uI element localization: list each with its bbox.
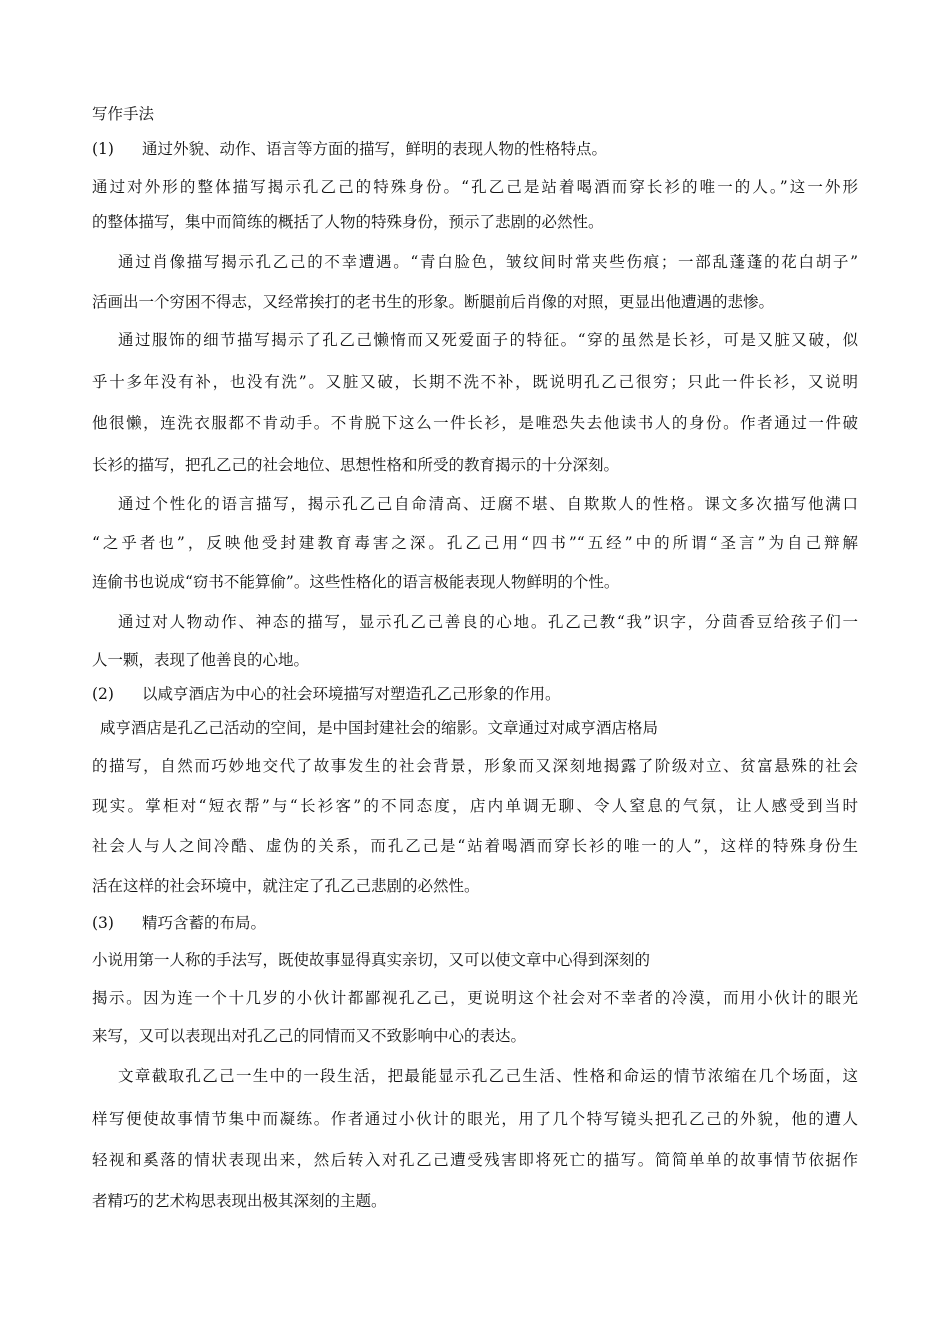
paragraph-line: 连偷书也说成“窃书不能算偷”。这些性格化的语言极能表现人物鲜明的个性。 xyxy=(92,573,620,591)
paragraph-line: “之乎者也”，反映他受封建教育毒害之深。孔乙己用“四书”“五经”中的所谓“圣言”为自己辩解 xyxy=(92,534,858,552)
paragraph-line: 文章截取孔乙己一生中的一段生活，把最能显示孔乙己生活、性格和命运的情节浓缩在几个场面，这 xyxy=(118,1067,858,1085)
paragraph-line: 小说用第一人称的手法写，既使故事显得真实亲切，又可以使文章中心得到深刻的 xyxy=(92,951,651,969)
paragraph-line: 的整体描写，集中而简练的概括了人物的特殊身份，预示了悲剧的必然性。 xyxy=(92,213,604,231)
paragraph-line: 社会人与人之间冷酷、虚伪的关系，而孔乙己是“站着喝酒而穿长衫的唯一的人”，这样的特殊身份生 xyxy=(92,837,858,855)
paragraph-line: 样写便使故事情节集中而凝练。作者通过小伙计的眼光，用了几个特写镜头把孔乙己的外貌，他的遭人 xyxy=(92,1110,858,1128)
paragraph-line: 揭示。因为连一个十几岁的小伙计都鄙视孔乙己，更说明这个社会对不幸者的冷漠，而用小伙计的眼光 xyxy=(92,989,858,1007)
section-1-number: (1) xyxy=(92,140,114,158)
section-1-heading-text: 通过外貌、动作、语言等方面的描写，鲜明的表现人物的性格特点。 xyxy=(142,140,608,158)
document-title: 写作手法 xyxy=(92,105,155,123)
paragraph-line: 来写，又可以表现出对孔乙己的同情而又不致影响中心的表达。 xyxy=(92,1027,527,1045)
section-2-heading xyxy=(92,684,858,704)
paragraph-line: 咸亨酒店是孔乙己活动的空间，是中国封建社会的缩影。文章通过对咸亨酒店格局 xyxy=(100,719,659,737)
paragraph-line: 乎十多年没有补，也没有洗”。又脏又破，长期不洗不补，既说明孔乙己很穷；只此一件长衫，又说明 xyxy=(92,373,858,391)
paragraph-line: 活画出一个穷困不得志，又经常挨打的老书生的形象。断腿前后肖像的对照，更显出他遭遇的悲惨。 xyxy=(92,293,775,311)
paragraph-line: 的描写，自然而巧妙地交代了故事发生的社会背景，形象而又深刻地揭露了阶级对立、贫富悬殊的社会 xyxy=(92,757,858,775)
section-3-number: (3) xyxy=(92,914,114,932)
paragraph-line: 人一颗，表现了他善良的心地。 xyxy=(92,651,310,669)
paragraph-line: 通过对人物动作、神态的描写，显示孔乙己善良的心地。孔乙己教“我”识字，分茴香豆给孩子们一 xyxy=(118,613,858,631)
paragraph-line: 现实。掌柜对“短衣帮”与“长衫客”的不同态度，店内单调无聊、令人窒息的气氛，让人感受到当时 xyxy=(92,797,858,815)
paragraph-line: 通过对外形的整体描写揭示孔乙己的特殊身份。“孔乙己是站着喝酒而穿长衫的唯一的人。”这一外形 xyxy=(92,178,858,196)
section-2-number: (2) xyxy=(92,685,114,703)
section-1-heading xyxy=(92,139,858,159)
paragraph-line: 通过肖像描写揭示孔乙己的不幸遭遇。“青白脸色，皱纹间时常夹些伤痕；一部乱蓬蓬的花白胡子” xyxy=(118,253,858,271)
paragraph-line: 通过服饰的细节描写揭示了孔乙己懒惰而又死爱面子的特征。“穿的虽然是长衫，可是又脏又破，似 xyxy=(118,331,858,349)
section-3-heading-text: 精巧含蓄的布局。 xyxy=(142,914,267,932)
section-3-heading xyxy=(92,913,858,933)
paragraph-line: 通过个性化的语言描写，揭示孔乙己自命清高、迂腐不堪、自欺欺人的性格。课文多次描写他满口 xyxy=(118,495,858,513)
paragraph-line: 他很懒，连洗衣服都不肯动手。不肯脱下这么一件长衫，是唯恐失去他读书人的身份。作者通过一件破 xyxy=(92,414,858,432)
paragraph-line: 长衫的描写，把孔乙己的社会地位、思想性格和所受的教育揭示的十分深刻。 xyxy=(92,456,620,474)
paragraph-line: 者精巧的艺术构思表现出极其深刻的主题。 xyxy=(92,1192,387,1210)
paragraph-line: 轻视和奚落的情状表现出来，然后转入对孔乙己遭受残害即将死亡的描写。简简单单的故事情节依据作 xyxy=(92,1151,858,1169)
paragraph-line: 活在这样的社会环境中，就注定了孔乙己悲剧的必然性。 xyxy=(92,877,480,895)
section-2-heading-text: 以咸亨酒店为中心的社会环境描写对塑造孔乙己形象的作用。 xyxy=(142,685,561,703)
